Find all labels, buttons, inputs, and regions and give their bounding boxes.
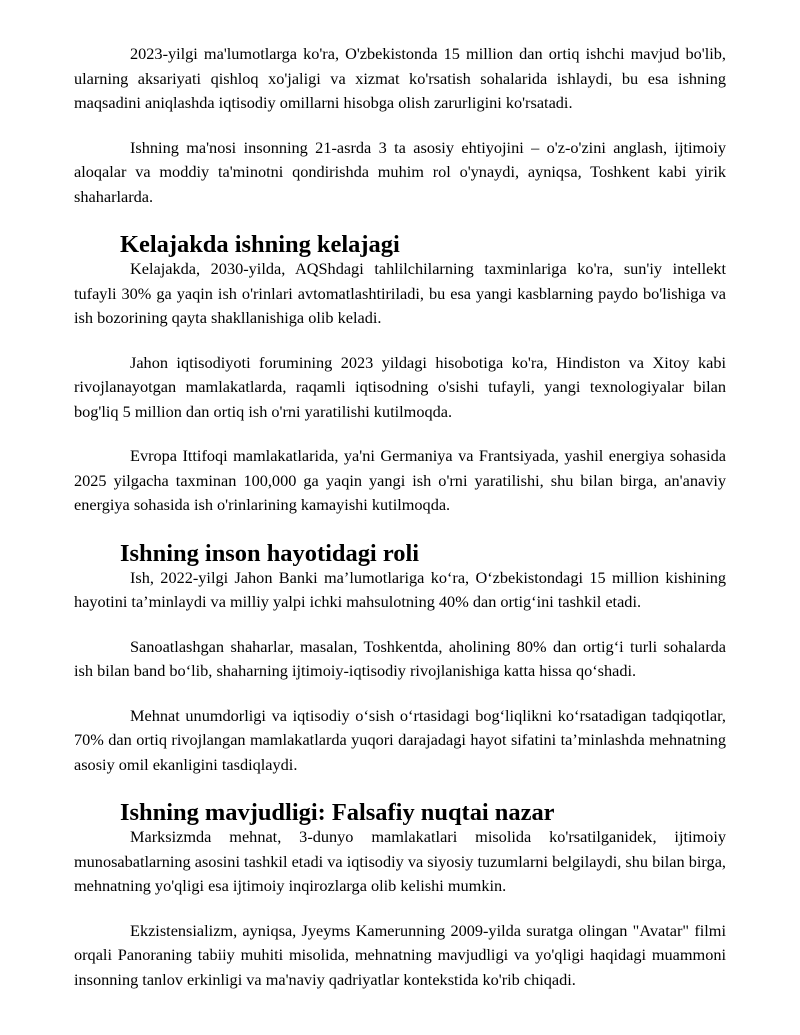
paragraph-existentialism: Ekzistensializm, ayniqsa, Jyeyms Kamerunning 2009-yilda suratga olingan "Avatar" filmi orqali Panoraning tabiiy muhiti misolida, mehnatning mavjudligi va yo'qligi haqidagi muammoni insonning tanlov erkinligi va ma'naviy qadriyatlar kontekstida ko'rib chiqadi. [74,920,726,989]
heading-future-of-work: Kelajakda ishning kelajagi [120,231,400,258]
heading-role-in-life: Ishning inson hayotidagi roli [120,539,420,567]
paragraph-eu-green-energy: Evropa Ittifoqi mamlakatlarida, ya'ni Germaniya va Frantsiyada, yashil energiya sohasida 2025 yilgacha taxminan 100,000 ga yaqin yangi ish o'rni yaratilishi, shu bilan birga, an'anaviy energiya sohasida ish o'rinlarining kamayishi kutilmoqda. [74,446,726,514]
paragraph-wef-report: Jahon iqtisodiyoti forumining 2023 yildagi hisobotiga ko'ra, Hindiston va Xitoy kabi rivojlanayotgan mamlakatlarda, raqamli iqtisodning o'sishi tufayli, yangi texnologiyalar bilan bog'liq 5 million dan ortiq ish o'rni yaratilishi kutilmoqda. [74,352,726,421]
document-page [74,42,726,992]
heading-philosophical-view: Ishning mavjudligi: Falsafiy nuqtai nazar [120,799,555,826]
paragraph-world-bank: Ish, 2022-yilgi Jahon Banki ma’lumotlariga ko‘ra, O‘zbekistondagi 15 million kishining hayotini ta’minlaydi va milliy yalpi ichki mahsulotning 40% dan ortig‘ini tashkil etadi. [74,567,726,611]
paragraph-ai-automation: Kelajakda, 2030-yilda, AQShdagi tahlilchilarning taxminlariga ko'ra, sun'iy intellekt tufayli 30% ga yaqin ish o'rinlari avtomatlashtiriladi, bu esa yangi kasblarning paydo bo'lishiga va ish bozorining qayta shakllanishiga olib keladi. [74,259,726,327]
paragraph-productivity: Mehnat unumdorligi va iqtisodiy o‘sish o‘rtasidagi bog‘liqlikni ko‘rsatadigan tadqiqotlar, 70% dan ortiq rivojlangan mamlakatlarda yuqori darajadagi hayot sifatini ta’minlashda mehnatning asosiy omil ekanligini tasdiqlaydi. [74,705,726,774]
paragraph-marxism: Marksizmda mehnat, 3-dunyo mamlakatlari misolida ko'rsatilganidek, ijtimoiy munosabatlarning asosini tashkil etadi va iqtisodiy va siyosiy tuzumlarni belgilaydi, shu bilan birga, mehnatning yo'qligi esa ijtimoiy inqirozlarga olib kelishi mumkin. [74,827,726,895]
paragraph-meaning-of-work: Ishning ma'nosi insonning 21-asrda 3 ta asosiy ehtiyojini – o'z-o'zini anglash, ijtimoiy aloqalar va moddiy ta'minotni qondirishda muhim rol o'ynaydi, ayniqsa, Toshkent kabi yirik shaharlarda. [74,137,726,206]
paragraph-tashkent-employment: Sanoatlashgan shaharlar, masalan, Toshkentda, aholining 80% dan ortig‘i turli sohalarda ish bilan band bo‘lib, shaharning ijtimoiy-iqtisodiy rivojlanishiga katta hissa qo‘shadi. [74,636,726,680]
paragraph-workers-2023: 2023-yilgi ma'lumotlarga ko'ra, O'zbekistonda 15 million dan ortiq ishchi mavjud bo'lib, ularning aksariyati qishloq xo'jaligi va xizmat ko'rsatish sohalarida ishlaydi, bu esa ishning maqsadini aniqlashda iqtisodiy omillarni hisobga olish zarurligini ko'rsatadi. [74,44,726,112]
